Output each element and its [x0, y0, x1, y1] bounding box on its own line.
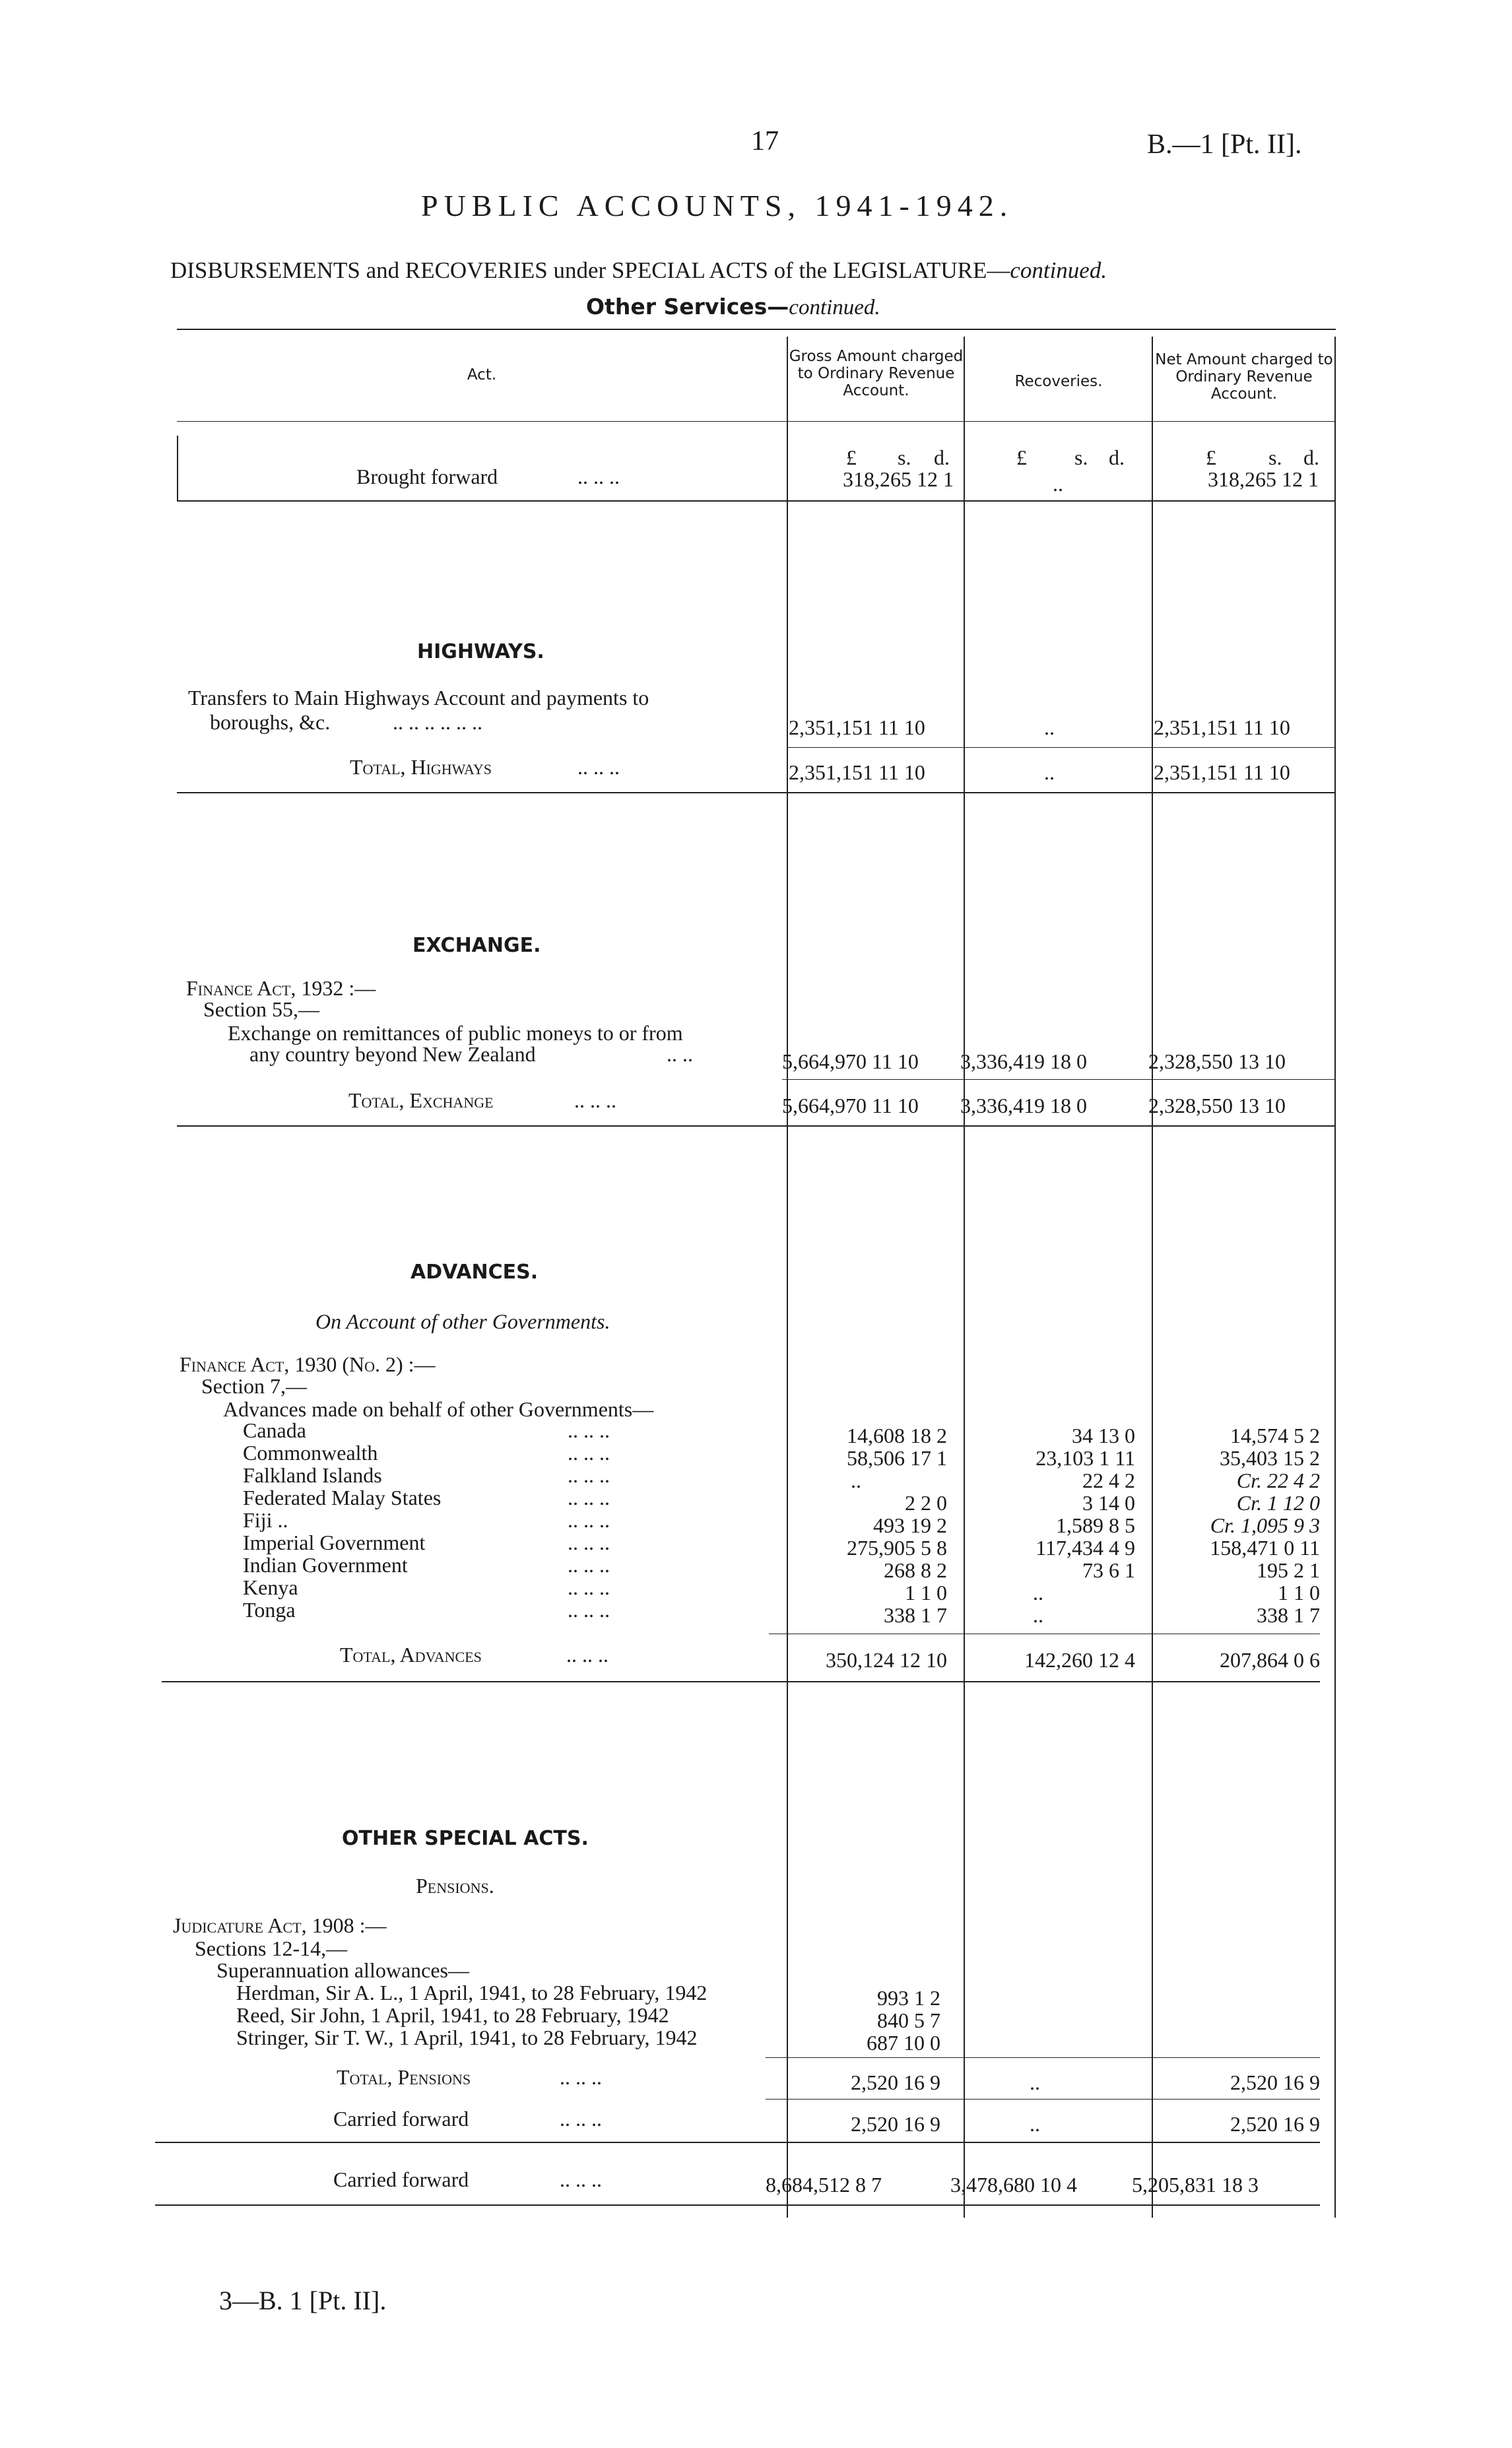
- carried-forward-rec: ..: [1030, 2112, 1040, 2136]
- net-d-header: d.: [1303, 446, 1319, 469]
- exchange-net: 2,328,550 13 10: [1148, 1049, 1286, 1073]
- advance-row-dots: .. .. ..: [568, 1598, 610, 1622]
- advance-row-net: Cr. 22 4 2: [1236, 1469, 1320, 1492]
- advances-total-rule: [162, 1681, 1320, 1682]
- advance-row-dots: .. .. ..: [568, 1463, 610, 1487]
- advance-row-gross: ..: [851, 1469, 861, 1492]
- col-header-act: Act.: [467, 366, 497, 383]
- carried-forward-label: Carried forward: [333, 2107, 469, 2131]
- brought-forward-rule: [177, 500, 1336, 502]
- net-pound-header: £: [1206, 446, 1216, 469]
- highways-desc-line1: Transfers to Main Highways Account and payments to: [188, 686, 649, 710]
- brought-forward-net: 318,265 12 1: [1208, 467, 1319, 491]
- header-divider: [177, 421, 1336, 422]
- judicature-desc: Superannuation allowances—: [216, 1958, 469, 1982]
- advance-row-name: Indian Government: [243, 1553, 408, 1577]
- final-carried-forward-gross: 8,684,512 8 7: [766, 2173, 882, 2197]
- advance-row-rec: 34 13 0: [1072, 1424, 1135, 1447]
- col-divider-1: [787, 337, 788, 2218]
- rec-d-header: d.: [1109, 446, 1125, 469]
- col-divider-3: [1152, 337, 1153, 2218]
- advance-row-rec: ..: [1033, 1581, 1043, 1604]
- advance-row-gross: 2 2 0: [905, 1491, 947, 1515]
- advances-section: Section 7,—: [201, 1374, 307, 1398]
- advance-row-rec: 1,589 8 5: [1056, 1513, 1135, 1537]
- highways-rec: ..: [1044, 715, 1055, 739]
- other-acts-heading: OTHER SPECIAL ACTS.: [342, 1827, 589, 1850]
- brought-forward-rec: ..: [1053, 472, 1063, 496]
- advance-row-dots: .. .. ..: [568, 1553, 610, 1577]
- advance-row-name: Tonga: [243, 1598, 296, 1622]
- advances-total-gross: 350,124 12 10: [826, 1648, 947, 1672]
- advance-row-net: 338 1 7: [1257, 1603, 1320, 1627]
- advance-row-net: 1 1 0: [1278, 1581, 1320, 1604]
- net-s-header: s.: [1268, 446, 1282, 469]
- advances-subheading: On Account of other Governments.: [315, 1309, 610, 1333]
- exchange-total-gross: 5,664,970 11 10: [782, 1094, 919, 1117]
- advance-row-name: Commonwealth: [243, 1441, 378, 1465]
- advance-row-gross: 1 1 0: [905, 1581, 947, 1604]
- carried-forward-net: 2,520 16 9: [1230, 2112, 1320, 2136]
- highways-total-dots: .. .. ..: [577, 755, 620, 779]
- advance-row-rec: 3 14 0: [1082, 1491, 1135, 1515]
- advance-row-net: 14,574 5 2: [1230, 1424, 1320, 1447]
- pensions-total-label: Total, Pensions: [337, 2065, 471, 2089]
- advance-row-dots: .. .. ..: [568, 1531, 610, 1554]
- page-title: PUBLIC ACCOUNTS, 1941-1942.: [421, 189, 1014, 222]
- advances-total-label: Total, Advances: [340, 1643, 482, 1667]
- rec-pound-header: £: [1016, 446, 1027, 469]
- pension-row-gross: 993 1 2: [877, 1986, 940, 2010]
- advance-row-net: 35,403 15 2: [1220, 1446, 1320, 1470]
- highways-gross: 2,351,151 11 10: [789, 715, 925, 739]
- advance-row-gross: 58,506 17 1: [847, 1446, 947, 1470]
- highways-total-rec: ..: [1044, 760, 1055, 784]
- highways-net: 2,351,151 11 10: [1154, 715, 1290, 739]
- highways-total-label: Total, Highways: [350, 755, 492, 779]
- pensions-total-gross: 2,520 16 9: [851, 2070, 940, 2094]
- subtitle-continued: continued.: [1010, 257, 1107, 283]
- highways-rule: [787, 747, 1336, 748]
- pensions-rule: [766, 2057, 1320, 2058]
- carried-forward-gross: 2,520 16 9: [851, 2112, 940, 2136]
- pensions-subheading: Pensions.: [416, 1874, 494, 1898]
- pension-row-name: Stringer, Sir T. W., 1 April, 1941, to 28 February, 1942: [236, 2026, 698, 2049]
- advances-total-net: 207,864 0 6: [1220, 1648, 1320, 1672]
- highways-dots: .. .. .. .. .. ..: [393, 710, 482, 734]
- advance-row-name: Fiji ..: [243, 1508, 288, 1532]
- advance-row-name: Falkland Islands: [243, 1463, 382, 1487]
- col-divider-4: [1334, 337, 1336, 2218]
- final-carried-forward-dots: .. .. ..: [560, 2167, 602, 2191]
- col-header-net: Net Amount charged to Ordinary Revenue Account.: [1155, 351, 1333, 403]
- exchange-total-dots: .. .. ..: [574, 1088, 616, 1112]
- pensions-total-rule: [766, 2099, 1320, 2100]
- brought-forward-gross: 318,265 12 1: [843, 467, 954, 491]
- exchange-total-rule: [177, 1125, 1336, 1127]
- pensions-total-dots: .. .. ..: [560, 2065, 602, 2089]
- advance-row-rec: 23,103 1 11: [1035, 1446, 1135, 1470]
- gross-d-header: d.: [934, 446, 950, 469]
- table-top-border: [177, 329, 1336, 330]
- advances-total-rec: 142,260 12 4: [1024, 1648, 1135, 1672]
- col-header-gross: Gross Amount charged to Ordinary Revenue Account.: [789, 348, 964, 399]
- advance-row-gross: 14,608 18 2: [847, 1424, 947, 1447]
- exchange-rule: [782, 1079, 1336, 1080]
- exchange-rec: 3,336,419 18 0: [960, 1049, 1087, 1073]
- exchange-total-net: 2,328,550 13 10: [1148, 1094, 1286, 1117]
- gross-pound-header: £: [846, 446, 857, 469]
- carried-forward-rule: [155, 2142, 1320, 2143]
- advance-row-net: 195 2 1: [1257, 1558, 1320, 1582]
- highways-total-net: 2,351,151 11 10: [1154, 760, 1290, 784]
- table-subtitle: [170, 257, 1107, 284]
- left-border: [177, 436, 178, 502]
- highways-total-rule: [177, 792, 1336, 793]
- advance-row-gross: 338 1 7: [884, 1603, 947, 1627]
- advance-row-dots: .. .. ..: [568, 1486, 610, 1509]
- exchange-gross: 5,664,970 11 10: [782, 1049, 919, 1073]
- brought-forward-dots: .. .. ..: [577, 465, 620, 488]
- advance-row-rec: 117,434 4 9: [1035, 1536, 1135, 1560]
- exchange-dots: .. ..: [667, 1042, 693, 1066]
- advance-row-name: Kenya: [243, 1575, 298, 1599]
- advance-row-net: Cr. 1 12 0: [1236, 1491, 1320, 1515]
- page-number: 17: [751, 126, 779, 156]
- carried-forward-dots: .. .. ..: [560, 2107, 602, 2131]
- final-carried-forward-net: 5,205,831 18 3: [1132, 2173, 1259, 2197]
- highways-heading: HIGHWAYS.: [417, 640, 544, 663]
- advance-row-net: 158,471 0 11: [1210, 1536, 1320, 1560]
- judicature-act: Judicature Act, 1908 :—: [173, 1913, 387, 1937]
- highways-desc-line2: boroughs, &c.: [210, 710, 331, 734]
- exchange-desc-line1: Exchange on remittances of public moneys to or from: [228, 1021, 683, 1045]
- footer-reference: 3—B. 1 [Pt. II].: [219, 2286, 387, 2315]
- advances-total-dots: .. .. ..: [566, 1643, 608, 1667]
- document-reference: B.—1 [Pt. II].: [1147, 129, 1302, 160]
- pension-row-name: Reed, Sir John, 1 April, 1941, to 28 February, 1942: [236, 2003, 669, 2027]
- section-title-continued: continued.: [789, 296, 880, 319]
- col-header-recoveries: Recoveries.: [1014, 373, 1103, 390]
- advance-row-name: Imperial Government: [243, 1531, 426, 1554]
- advance-row-dots: .. .. ..: [568, 1508, 610, 1532]
- advance-row-dots: .. .. ..: [568, 1575, 610, 1599]
- section-title-text: Other Services—: [586, 294, 789, 319]
- exchange-act: Finance Act, 1932 :—: [186, 976, 376, 1000]
- advance-row-rec: ..: [1033, 1603, 1043, 1627]
- table-bottom-border: [155, 2204, 1320, 2206]
- advance-row-gross: 493 19 2: [873, 1513, 947, 1537]
- gross-s-header: s.: [898, 446, 911, 469]
- brought-forward-label: Brought forward: [356, 465, 498, 488]
- pension-row-gross: 840 5 7: [877, 2008, 940, 2032]
- advances-act: Finance Act, 1930 (No. 2) :—: [180, 1352, 436, 1376]
- advance-row-rec: 73 6 1: [1082, 1558, 1135, 1582]
- advance-row-rec: 22 4 2: [1082, 1469, 1135, 1492]
- section-title: [586, 294, 880, 320]
- pension-row-gross: 687 10 0: [867, 2031, 940, 2055]
- highways-total-gross: 2,351,151 11 10: [789, 760, 925, 784]
- judicature-section: Sections 12-14,—: [195, 1936, 348, 1960]
- subtitle-text: DISBURSEMENTS and RECOVERIES under SPECIAL ACTS of the LEGISLATURE—: [170, 257, 1010, 283]
- pension-row-name: Herdman, Sir A. L., 1 April, 1941, to 28 February, 1942: [236, 1981, 707, 2004]
- advance-row-name: Federated Malay States: [243, 1486, 442, 1509]
- advance-row-net: Cr. 1,095 9 3: [1210, 1513, 1320, 1537]
- col-divider-2: [964, 337, 965, 2218]
- exchange-heading: EXCHANGE.: [412, 934, 541, 957]
- pensions-total-net: 2,520 16 9: [1230, 2070, 1320, 2094]
- exchange-desc-line2: any country beyond New Zealand: [249, 1042, 536, 1066]
- advances-desc: Advances made on behalf of other Governments—: [223, 1397, 654, 1421]
- exchange-total-label: Total, Exchange: [348, 1088, 494, 1112]
- advance-row-dots: .. .. ..: [568, 1418, 610, 1442]
- exchange-section: Section 55,—: [203, 997, 319, 1021]
- rec-s-header: s.: [1074, 446, 1088, 469]
- advances-heading: ADVANCES.: [411, 1261, 539, 1284]
- final-carried-forward-label: Carried forward: [333, 2167, 469, 2191]
- pensions-total-rec: ..: [1030, 2070, 1040, 2094]
- advance-row-gross: 268 8 2: [884, 1558, 947, 1582]
- exchange-total-rec: 3,336,419 18 0: [960, 1094, 1087, 1117]
- advance-row-name: Canada: [243, 1418, 306, 1442]
- final-carried-forward-rec: 3,478,680 10 4: [950, 2173, 1077, 2197]
- advance-row-dots: .. .. ..: [568, 1441, 610, 1465]
- advance-row-gross: 275,905 5 8: [847, 1536, 947, 1560]
